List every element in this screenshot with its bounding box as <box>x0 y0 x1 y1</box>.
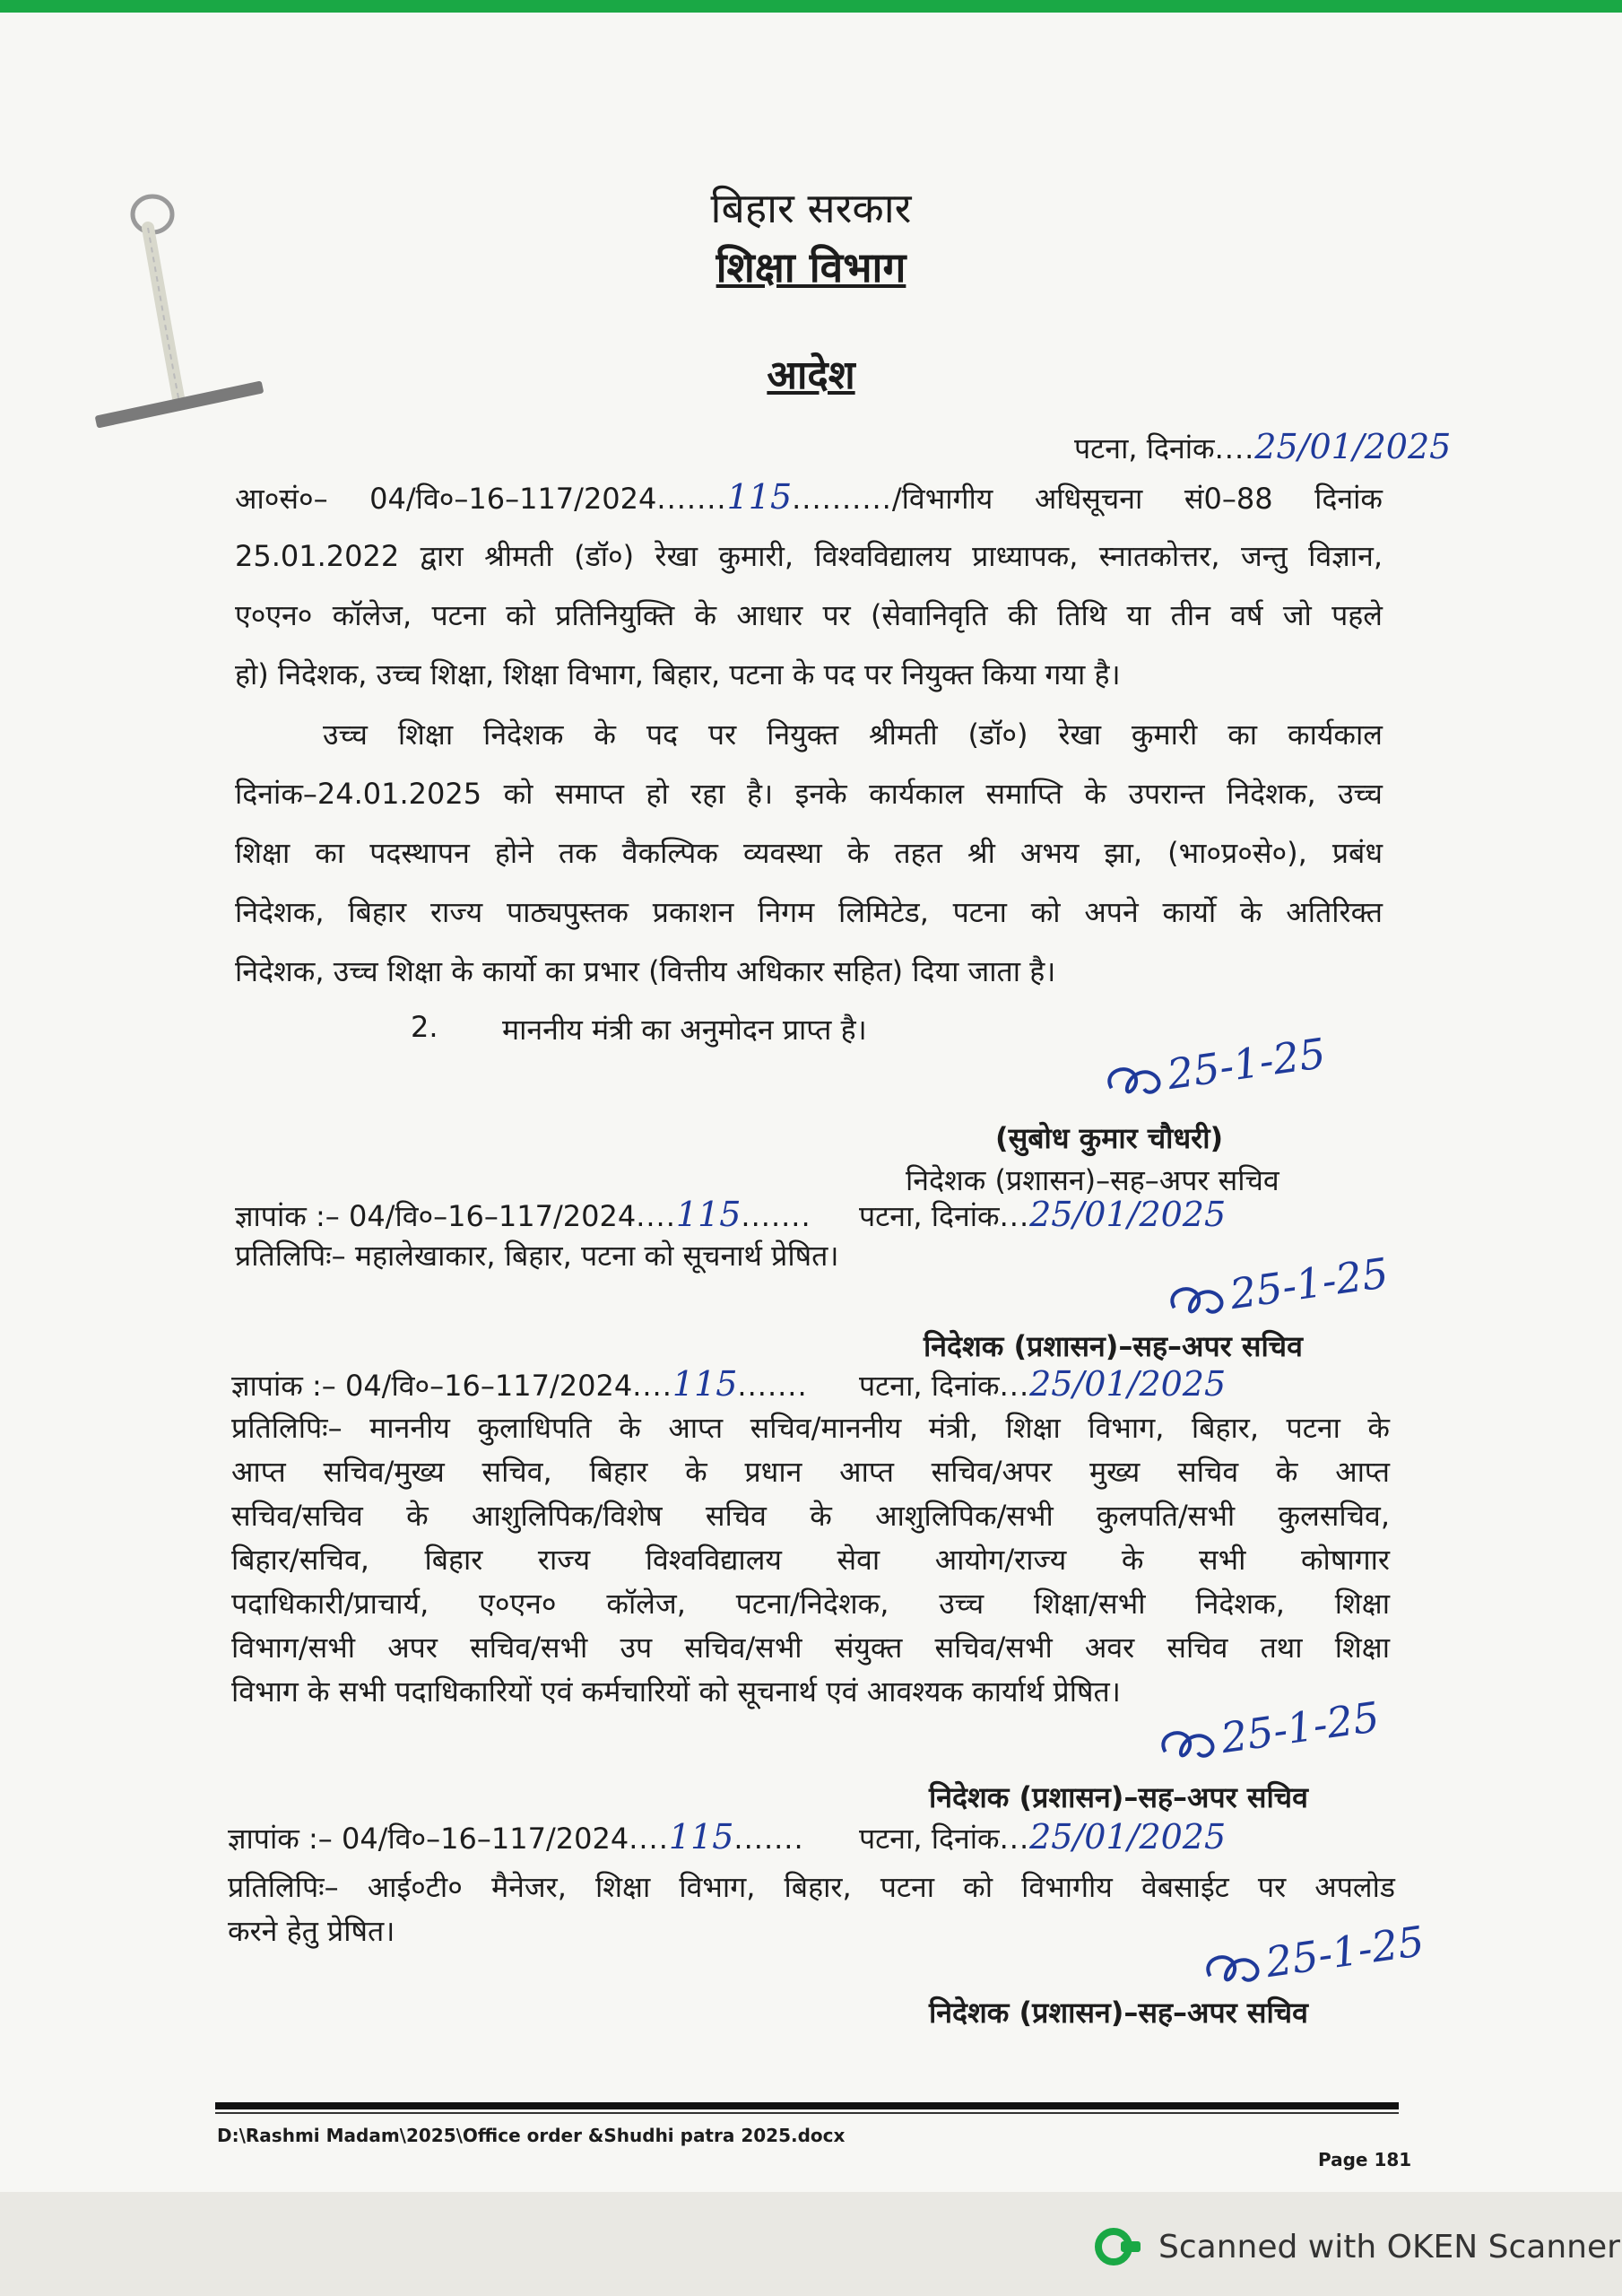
signatory-designation: निदेशक (प्रशासन)–सह–अपर सचिव <box>906 1163 1279 1197</box>
file-path: D:\Rashmi Madam\2025\Office order &Shudhi patra 2025.docx <box>217 2125 846 2146</box>
handwritten-memo-date: 25/01/2025 <box>1029 1195 1227 1234</box>
handwritten-date: 25/01/2025 <box>1254 427 1452 466</box>
copy2-line: सचिव/सचिव के आशुलिपिक/विशेष सचिव के आशुलिपिक/सभी कुलपति/सभी कुलसचिव, <box>231 1499 1390 1533</box>
scanner-watermark <box>1094 2227 1620 2266</box>
para2-line: निदेशक, बिहार राज्य पाठ्यपुस्तक प्रकाशन निगम लिमिटेड, पटना को अपने कार्यो के अतिरिक्त <box>235 895 1383 929</box>
signature-scribble-icon <box>1155 1718 1226 1776</box>
handwritten-memo-number: 115 <box>675 1195 742 1234</box>
page-number: Page 181 <box>1318 2149 1412 2170</box>
para2-line: दिनांक–24.01.2025 को समाप्त हो रहा है। इनके कार्यकाल समाप्ति के उपरान्त निदेशक, उच्च <box>235 777 1383 811</box>
signature-scribble-icon <box>1200 1942 1271 2000</box>
handwritten-memo-number: 115 <box>668 1817 734 1857</box>
point2-number: 2. <box>411 1010 438 1044</box>
memo3-date-line: पटना, दिनांक...25/01/2025 <box>859 1817 1227 1857</box>
point2-text: माननीय मंत्री का अनुमोदन प्राप्त है। <box>502 1013 867 1047</box>
signature-scribble-icon <box>1164 1274 1235 1332</box>
government-heading: बिहार सरकार <box>710 184 912 232</box>
copy2-line: प्रतिलिपिः– माननीय कुलाधिपति के आप्त सचिव/माननीय मंत्री, शिक्षा विभाग, बिहार, पटना के <box>231 1411 1390 1445</box>
copy1-line: प्रतिलिपिः– महालेखाकार, बिहार, पटना को सूचनार्थ प्रेषित। <box>235 1239 839 1273</box>
copy3-line: प्रतिलिपिः– आई०टी० मैनेजर, शिक्षा विभाग, बिहार, पटना को विभागीय वेबसाईट पर अपलोड <box>228 1870 1395 1904</box>
department-heading: शिक्षा विभाग <box>716 243 906 291</box>
memo2-number-line: ज्ञापांक :– 04/वि०–16–117/2024....115....... <box>231 1364 808 1404</box>
memo1-number-line: ज्ञापांक :– 04/वि०–16–117/2024....115....... <box>235 1195 811 1234</box>
copy2-line: पदाधिकारी/प्राचार्य, ए०एन० कॉलेज, पटना/निदेशक, उच्च शिक्षा/सभी निदेशक, शिक्षा <box>231 1587 1390 1621</box>
initials-signature: 25-1-25 <box>1154 1692 1383 1776</box>
copy2-line: विभाग के सभी पदाधिकारियों एवं कर्मचारियों को सूचनार्थ एवं आवश्यक कार्यार्थ प्रेषित। <box>231 1674 1121 1709</box>
scanner-watermark-text: Scanned with OKEN Scanner <box>1158 2228 1620 2266</box>
footer-rule-thin <box>215 2112 1399 2114</box>
para1-line: ए०एन० कॉलेज, पटना को प्रतिनियुक्ति के आधार पर (सेवानिवृति की तिथि या तीन वर्ष जो पहले <box>235 598 1383 632</box>
memo2-date-line: पटना, दिनांक...25/01/2025 <box>859 1364 1227 1404</box>
memo1-date-line: पटना, दिनांक...25/01/2025 <box>859 1195 1227 1234</box>
order-date-line: पटना, दिनांक....25/01/2025 <box>1074 427 1452 466</box>
signatory-name: (सुबोध कुमार चौधरी) <box>995 1121 1224 1155</box>
order-number-line: आ०सं०– 04/वि०–16–117/2024.......115........../विभागीय अधिसूचना सं0–88 दिनांक <box>235 477 1383 517</box>
handwritten-order-number: 115 <box>726 477 793 517</box>
para2-line: निदेशक, उच्च शिक्षा के कार्यो का प्रभार (वित्तीय अधिकार सहित) दिया जाता है। <box>235 954 1056 988</box>
signatory-designation: निदेशक (प्रशासन)–सह–अपर सचिव <box>929 1996 1308 2030</box>
oken-scanner-logo-icon <box>1094 2227 1144 2266</box>
para1-line: 25.01.2022 द्वारा श्रीमती (डॉ०) रेखा कुमारी, विश्वविद्यालय प्राध्यापक, स्नातकोत्तर, जन्तु विज्ञान, <box>235 539 1383 573</box>
memo3-number-line: ज्ञापांक :– 04/वि०–16–117/2024....115....... <box>228 1817 804 1857</box>
document-type-heading: आदेश <box>767 352 855 398</box>
copy2-line: आप्त सचिव/मुख्य सचिव, बिहार के प्रधान आप्त सचिव/अपर मुख्य सचिव के आप्त <box>231 1455 1390 1489</box>
handwritten-memo-number: 115 <box>672 1364 738 1404</box>
top-color-band <box>0 0 1622 13</box>
order-number-suffix: /विभागीय अधिसूचना सं0–88 दिनांक <box>891 482 1383 516</box>
order-number-prefix: आ०सं०– 04/वि०–16–117/2024 <box>235 482 657 516</box>
copy3-line: करने हेतु प्रेषित। <box>228 1914 395 1948</box>
initials-signature: 25-1-25 <box>1199 1917 1427 2000</box>
handwritten-memo-date: 25/01/2025 <box>1029 1364 1227 1404</box>
copy2-line: विभाग/सभी अपर सचिव/सभी उप सचिव/सभी संयुक्त सचिव/सभी अवर सचिव तथा शिक्षा <box>231 1631 1390 1665</box>
place-date-label: पटना, दिनांक <box>1074 431 1215 465</box>
signatory-designation: निदेशक (प्रशासन)–सह–अपर सचिव <box>929 1780 1308 1814</box>
initials-signature: 25-1-25 <box>1100 1029 1329 1112</box>
footer-rule <box>215 2102 1399 2109</box>
handwritten-memo-date: 25/01/2025 <box>1029 1817 1227 1857</box>
signatory-designation: निदेशक (प्रशासन)–सह–अपर सचिव <box>924 1329 1303 1363</box>
para2-line: उच्च शिक्षा निदेशक के पद पर नियुक्त श्रीमती (डॉ०) रेखा कुमारी का कार्यकाल <box>323 718 1383 752</box>
para2-line: शिक्षा का पदस्थापन होने तक वैकल्पिक व्यवस्था के तहत श्री अभय झा, (भा०प्र०से०), प्रबंध <box>235 836 1383 870</box>
document-page <box>0 13 1622 2192</box>
para1-line: हो) निदेशक, उच्च शिक्षा, शिक्षा विभाग, बिहार, पटना के पद पर नियुक्त किया गया है। <box>235 657 1121 691</box>
copy2-line: बिहार/सचिव, बिहार राज्य विश्वविद्यालय सेवा आयोग/राज्य के सभी कोषागार <box>231 1543 1390 1577</box>
initials-signature: 25-1-25 <box>1163 1248 1392 1332</box>
signature-scribble-icon <box>1101 1054 1172 1112</box>
